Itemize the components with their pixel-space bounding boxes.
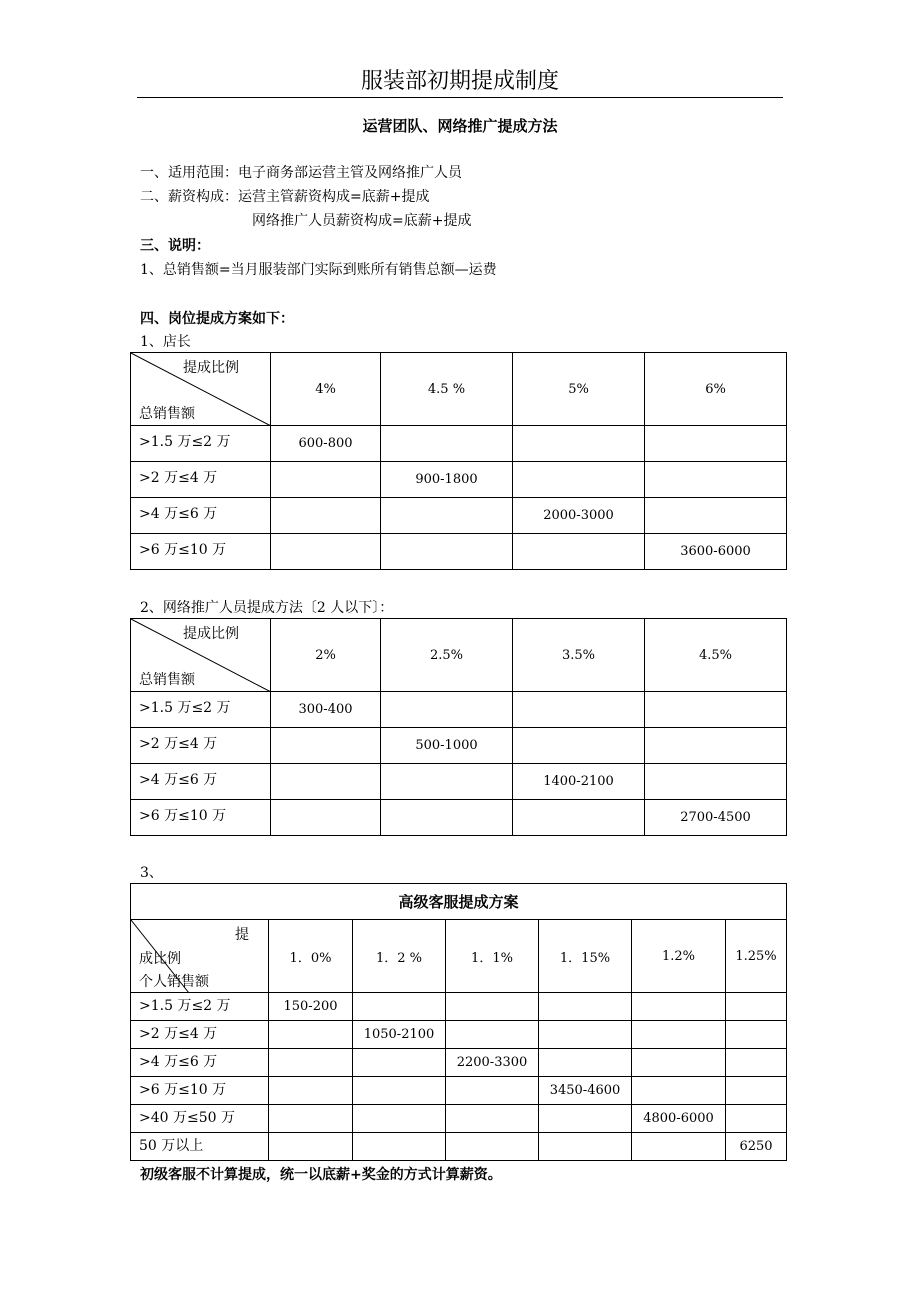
commission-cell: [513, 692, 645, 728]
corner-top-label: 提: [235, 927, 249, 943]
commission-cell: [271, 534, 381, 570]
commission-cell: 600-800: [271, 426, 381, 462]
commission-cell: [381, 692, 513, 728]
rate-header: 1．1%: [446, 920, 539, 993]
commission-cell: [645, 498, 787, 534]
commission-cell: [726, 1105, 787, 1133]
commission-cell: [353, 1105, 446, 1133]
commission-cell: 150-200: [269, 993, 353, 1021]
corner-cell: [131, 619, 271, 692]
commission-cell: [539, 993, 632, 1021]
rate-header: 1．0%: [269, 920, 353, 993]
sales-range-label: >1.5 万≤2 万: [131, 692, 271, 728]
commission-cell: 2000-3000: [513, 498, 645, 534]
commission-cell: [381, 534, 513, 570]
rate-header: 4%: [271, 353, 381, 426]
commission-cell: [513, 462, 645, 498]
sales-range-label: >4 万≤6 万: [131, 764, 271, 800]
sales-range-label: >40 万≤50 万: [131, 1105, 269, 1133]
commission-cell: [726, 993, 787, 1021]
commission-cell: 1050-2100: [353, 1021, 446, 1049]
rate-header: 5%: [513, 353, 645, 426]
document-subtitle: 运营团队、网络推广提成方法: [362, 117, 558, 135]
commission-cell: [645, 728, 787, 764]
commission-cell: 3600-6000: [645, 534, 787, 570]
commission-cell: 3450-4600: [539, 1077, 632, 1105]
commission-cell: [269, 1049, 353, 1077]
commission-cell: [446, 1021, 539, 1049]
commission-cell: [271, 498, 381, 534]
senior-cs-table: [130, 883, 787, 1161]
salary-line-1: 二、薪资构成：运营主管薪资构成=底薪+提成: [140, 189, 430, 205]
sales-range-label: >6 万≤10 万: [131, 800, 271, 836]
commission-cell: 1400-2100: [513, 764, 645, 800]
commission-cell: [726, 1021, 787, 1049]
rate-header: 2%: [271, 619, 381, 692]
rate-header: 1．2 %: [353, 920, 446, 993]
table3-label: 3、: [140, 865, 163, 881]
sales-range-label: >1.5 万≤2 万: [131, 993, 269, 1021]
corner-cell: [131, 353, 271, 426]
sales-range-label: 50 万以上: [131, 1133, 269, 1161]
commission-cell: 500-1000: [381, 728, 513, 764]
commission-cell: [645, 764, 787, 800]
commission-cell: [645, 462, 787, 498]
commission-cell: 2700-4500: [645, 800, 787, 836]
sales-range-label: >4 万≤6 万: [131, 498, 271, 534]
commission-cell: [513, 800, 645, 836]
commission-cell: [632, 1049, 726, 1077]
commission-cell: [446, 1133, 539, 1161]
commission-cell: [353, 1049, 446, 1077]
rate-header: 6%: [645, 353, 787, 426]
commission-cell: [446, 1105, 539, 1133]
commission-cell: [645, 426, 787, 462]
table-caption: 高级客服提成方案: [131, 884, 787, 920]
promoter-table: [130, 618, 787, 836]
commission-cell: [269, 1133, 353, 1161]
commission-cell: [271, 800, 381, 836]
rate-header: 3.5%: [513, 619, 645, 692]
explain-heading: 三、说明：: [140, 238, 210, 254]
sales-range-label: >2 万≤4 万: [131, 728, 271, 764]
salary-line-2: 网络推广人员薪资构成=底薪+提成: [252, 213, 472, 229]
commission-cell: [645, 692, 787, 728]
sales-range-label: >2 万≤4 万: [131, 1021, 269, 1049]
sales-range-label: >1.5 万≤2 万: [131, 426, 271, 462]
commission-cell: [513, 728, 645, 764]
commission-cell: [269, 1077, 353, 1105]
commission-cell: [271, 728, 381, 764]
explain-line-1: 1、总销售额=当月服装部门实际到账所有销售总额—运费: [140, 262, 497, 278]
commission-cell: [353, 1077, 446, 1105]
corner-top-label: 提成比例: [183, 626, 239, 642]
commission-cell: 4800-6000: [632, 1105, 726, 1133]
commission-cell: 6250: [726, 1133, 787, 1161]
commission-cell: [353, 993, 446, 1021]
commission-cell: [539, 1049, 632, 1077]
table2-label: 2、网络推广人员提成方法〔2 人以下〕：: [140, 600, 394, 616]
title-rule: [137, 97, 783, 98]
rate-header: 1.2%: [632, 920, 726, 993]
commission-cell: [726, 1077, 787, 1105]
commission-cell: [632, 1077, 726, 1105]
commission-cell: [353, 1133, 446, 1161]
commission-cell: [381, 498, 513, 534]
commission-cell: 900-1800: [381, 462, 513, 498]
commission-cell: [539, 1105, 632, 1133]
commission-cell: [513, 426, 645, 462]
commission-cell: [726, 1049, 787, 1077]
footer-note: 初级客服不计算提成，统一以底薪+奖金的方式计算薪资。: [140, 1167, 502, 1183]
commission-cell: [269, 1105, 353, 1133]
sales-range-label: >6 万≤10 万: [131, 1077, 269, 1105]
commission-cell: [513, 534, 645, 570]
commission-cell: 300-400: [271, 692, 381, 728]
store-manager-table: [130, 352, 787, 570]
corner-mid-label: 成比例: [139, 951, 181, 967]
rate-header: 1.25%: [726, 920, 787, 993]
rate-header: 4.5 %: [381, 353, 513, 426]
commission-cell: [381, 800, 513, 836]
rate-header: 4.5%: [645, 619, 787, 692]
commission-cell: [632, 993, 726, 1021]
corner-top-label: 提成比例: [183, 360, 239, 376]
plan-heading: 四、岗位提成方案如下：: [140, 311, 294, 327]
rate-header: 1．15%: [539, 920, 632, 993]
corner-cell: [131, 920, 269, 993]
sales-range-label: >4 万≤6 万: [131, 1049, 269, 1077]
commission-cell: [381, 764, 513, 800]
rate-header: 2.5%: [381, 619, 513, 692]
commission-cell: [539, 1021, 632, 1049]
commission-cell: [632, 1021, 726, 1049]
commission-cell: [446, 1077, 539, 1105]
table1-label: 1、店长: [140, 334, 191, 350]
corner-bottom-label: 总销售额: [139, 672, 195, 688]
document-title: 服装部初期提成制度: [360, 69, 559, 94]
commission-cell: [269, 1021, 353, 1049]
corner-bottom-label: 总销售额: [139, 406, 195, 422]
commission-cell: 2200-3300: [446, 1049, 539, 1077]
commission-cell: [271, 462, 381, 498]
sales-range-label: >2 万≤4 万: [131, 462, 271, 498]
commission-cell: [381, 426, 513, 462]
commission-cell: [271, 764, 381, 800]
sales-range-label: >6 万≤10 万: [131, 534, 271, 570]
commission-cell: [632, 1133, 726, 1161]
corner-bottom-label: 个人销售额: [139, 974, 209, 990]
commission-cell: [539, 1133, 632, 1161]
commission-cell: [446, 993, 539, 1021]
scope-line: 一、适用范围：电子商务部运营主管及网络推广人员: [140, 165, 462, 181]
